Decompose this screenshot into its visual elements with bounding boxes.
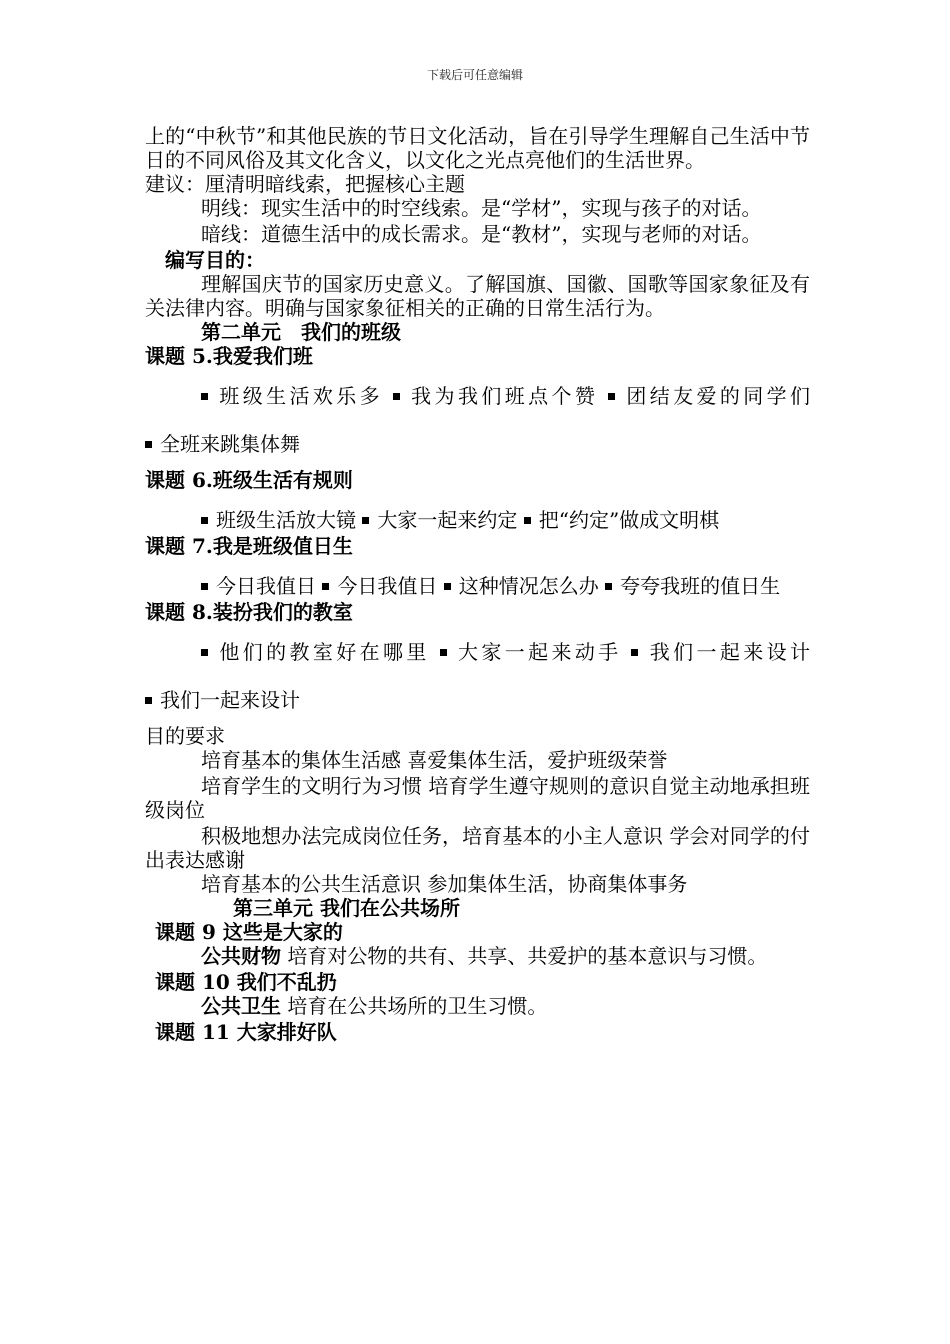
list-item: 今日我值日 — [337, 574, 438, 598]
k10-text — [145, 994, 810, 1018]
k9-topic: 公共财物 — [201, 944, 281, 968]
page-header: 下载后可任意编辑 — [426, 68, 523, 82]
k5-items-line2 — [145, 432, 810, 456]
bullet-icon — [145, 441, 152, 448]
bullet-icon — [201, 393, 208, 400]
k10-topic: 公共卫生 — [201, 994, 281, 1018]
bullet-icon — [440, 649, 447, 656]
list-item: 全班来跳集体舞 — [160, 432, 300, 456]
k8-title: 课题 8.装扮我们的教室 — [145, 600, 353, 624]
k6-items — [145, 508, 810, 532]
bullet-icon — [608, 393, 615, 400]
k8-items-line2 — [145, 688, 810, 712]
purpose-text: 理解国庆节的国家历史意义。了解国旗、国徽、国歌等国家象征及有关法律内容。明确与国家象征相关的正确的日常生活行为。 — [145, 272, 810, 320]
bullet-icon — [322, 583, 329, 590]
k5-items-line1 — [145, 384, 810, 408]
purpose-heading: 编写目的： — [165, 248, 265, 272]
list-item: 我为我们班点个赞 — [407, 384, 599, 408]
list-item: 班级生活放大镜 — [216, 508, 356, 532]
bullet-icon — [605, 583, 612, 590]
bullet-icon — [631, 649, 638, 656]
goal-item: 培育学生的文明行为习惯 培育学生遵守规则的意识自觉主动地承担班级岗位 — [145, 774, 810, 822]
bullet-icon — [362, 517, 369, 524]
list-item: 团结友爱的同学们 — [622, 384, 811, 408]
k8-items-line1 — [145, 640, 810, 664]
list-item: 今日我值日 — [216, 574, 316, 598]
k5-title: 课题 5.我爱我们班 — [145, 344, 313, 368]
unit3-title: 第三单元 我们在公共场所 — [233, 896, 460, 920]
bullet-icon — [201, 649, 208, 656]
goal-item: 积极地想办法完成岗位任务，培育基本的小主人意识 学会对同学的付出表达感谢 — [145, 824, 810, 872]
k7-title: 课题 7.我是班级值日生 — [145, 534, 353, 558]
k10-desc: 培育在公共场所的卫生习惯。 — [281, 994, 548, 1018]
paragraph-festival: 上的“中秋节”和其他民族的节日文化活动，旨在引导学生理解自己生活中节日的不同风俗及其文化含义，以文化之光点亮他们的生活世界。 — [145, 124, 810, 172]
k9-title: 课题 9 这些是大家的 — [155, 920, 343, 944]
goals-heading: 目的要求 — [145, 724, 225, 748]
bullet-icon — [201, 583, 208, 590]
k6-title: 课题 6.班级生活有规则 — [145, 468, 353, 492]
list-item: 班级生活欢乐多 — [216, 384, 384, 408]
k11-title: 课题 11 大家排好队 — [155, 1020, 337, 1044]
bullet-icon — [524, 517, 531, 524]
list-item: 我们一起来设计 — [160, 688, 300, 712]
list-item: 夸夸我班的值日生 — [620, 574, 781, 598]
unit2-title: 第二单元 我们的班级 — [201, 320, 401, 344]
bullet-icon — [444, 583, 451, 590]
bullet-icon — [145, 697, 152, 704]
list-item: 我们一起来设计 — [646, 640, 811, 664]
bullet-icon — [393, 393, 400, 400]
dark-line-text: 暗线：道德生活中的成长需求。是“教材”，实现与老师的对话。 — [201, 222, 762, 246]
k9-desc: 培育对公物的共有、共享、共爱护的基本意识与习惯。 — [281, 944, 768, 968]
document-body — [145, 124, 810, 1044]
list-item: 他们的教室好在哪里 — [216, 640, 430, 664]
list-item: 这种情况怎么办 — [458, 574, 599, 598]
goal-item: 培育基本的公共生活意识 参加集体生活，协商集体事务 — [201, 872, 688, 896]
k10-title: 课题 10 我们不乱扔 — [155, 970, 337, 994]
suggestion-line: 建议：厘清明暗线索，把握核心主题 — [145, 172, 465, 196]
list-item: 大家一起来动手 — [454, 640, 622, 664]
k7-items — [145, 574, 810, 598]
bullet-icon — [201, 517, 208, 524]
k9-text — [145, 944, 810, 968]
bright-line-text: 明线：现实生活中的时空线索。是“学材”，实现与孩子的对话。 — [201, 196, 762, 220]
goal-item: 培育基本的集体生活感 喜爱集体生活，爱护班级荣誉 — [201, 748, 668, 772]
list-item: 把“约定”做成文明棋 — [538, 508, 720, 532]
list-item: 大家一起来约定 — [377, 508, 518, 532]
